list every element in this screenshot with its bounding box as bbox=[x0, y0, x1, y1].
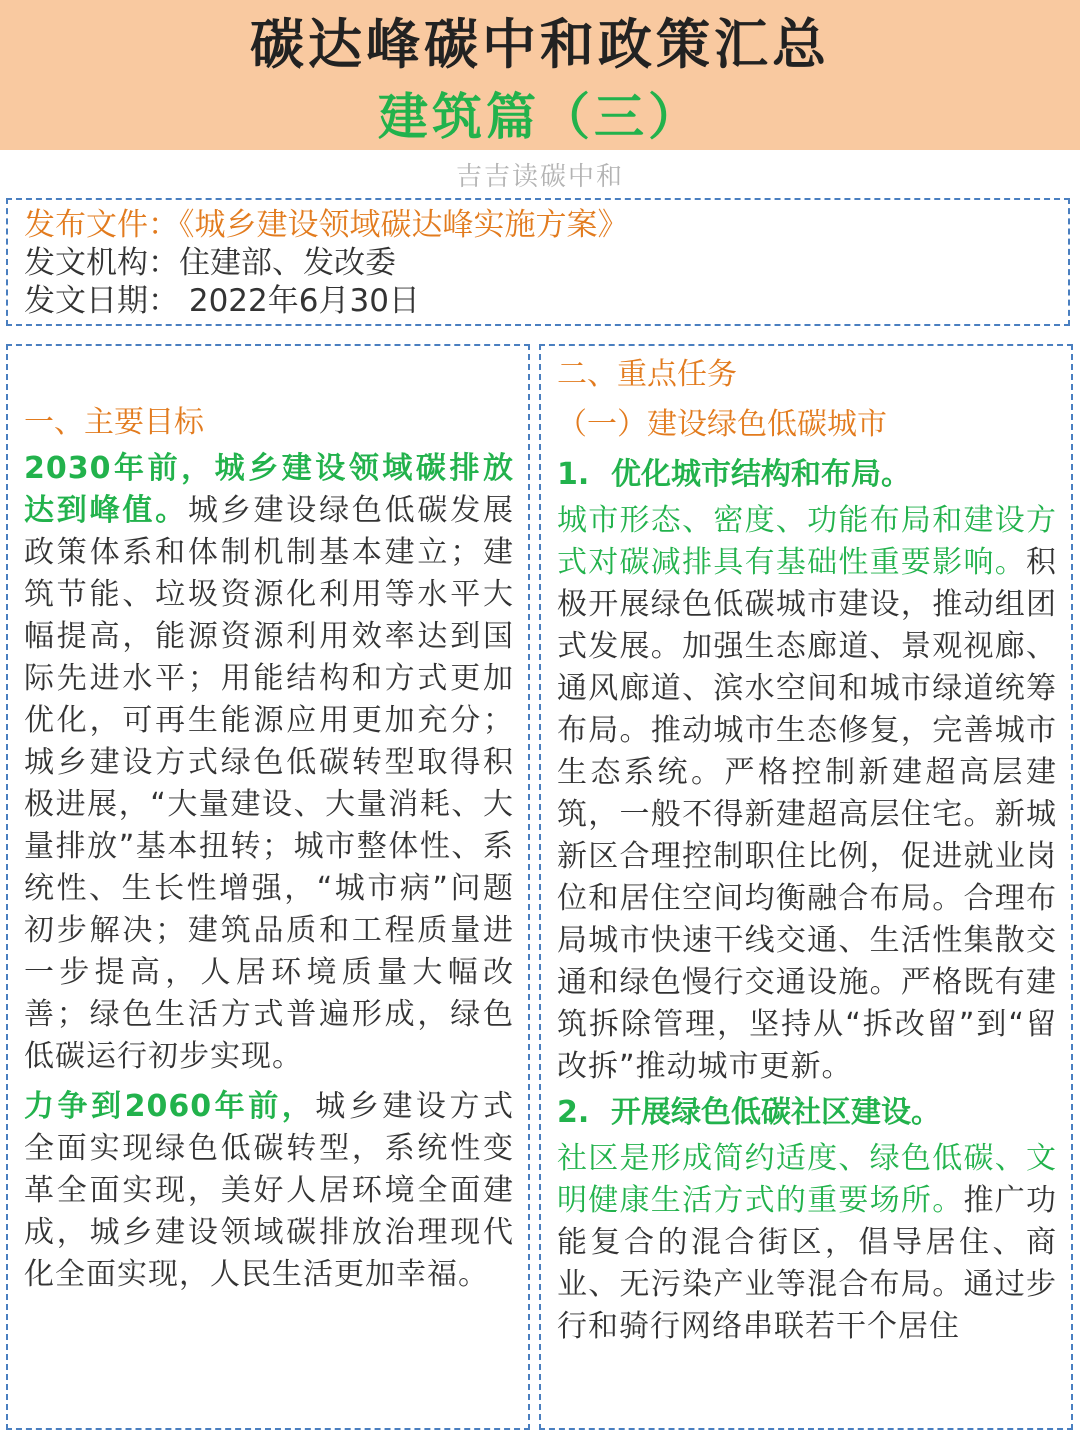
goal-2060-paragraph bbox=[24, 1086, 514, 1296]
document-info-box bbox=[6, 198, 1070, 326]
task-item-1-paragraph bbox=[557, 500, 1057, 1088]
task-item-2-title bbox=[557, 1088, 1057, 1138]
task-item-1-title-text: 优化城市结构和布局。 bbox=[611, 457, 911, 492]
header-banner bbox=[0, 0, 1080, 150]
task-item-2-highlight: 社区是形成简约适度、绿色低碳、文明健康生活方式的重要场所。 bbox=[557, 1141, 1057, 1218]
goal-2030-text: 城乡建设绿色低碳发展政策体系和体制机制基本建立；建筑节能、垃圾资源化利用等水平大幅提高，能源资源利用效率达到国际先进水平；用能结构和方式更加优化，可再生能源应用更加充分；城乡建设方式绿色低碳转型取得积极进展，“大量建设、大量消耗、大量排放”基本扭转；城市整体性、系统性、生长性增强，“城市病”问题初步解决；建筑品质和工程质量进一步提高，人居环境质量大幅改善；绿色生活方式普遍形成，绿色低碳运行初步实现。 bbox=[24, 493, 515, 1074]
task-item-1-title bbox=[557, 450, 1057, 500]
page-title: 碳达峰碳中和政策汇总 bbox=[250, 13, 830, 76]
task-item-2-paragraph bbox=[557, 1138, 1057, 1348]
goal-2030-highlight: 2030年前，城乡建设领域碳排放达到峰值。 bbox=[24, 451, 514, 528]
task-item-1-number: 1. bbox=[557, 457, 590, 492]
task-item-2-text: 推广功能复合的混合街区，倡导居住、商业、无污染产业等混合布局。通过步行和骑行网络串联若干个居住 bbox=[557, 1183, 1058, 1344]
author-watermark: 吉吉读碳中和 bbox=[455, 162, 624, 192]
main-goals-heading: 一、主要目标 bbox=[24, 405, 204, 440]
document-date-line: 发文日期： 2022年6月30日 bbox=[24, 283, 420, 319]
key-tasks-column bbox=[539, 344, 1073, 1430]
goal-2060-text: 城乡建设方式全面实现绿色低碳转型，系统性变革全面实现，美好人居环境全面建成，城乡建设领域碳排放治理现代化全面实现，人民生活更加幸福。 bbox=[24, 1089, 515, 1292]
task-item-2-title-text: 开展绿色低碳社区建设。 bbox=[611, 1095, 941, 1130]
task-item-1-text: 积极开展绿色低碳城市建设，推动组团式发展。加强生态廊道、景观视廊、通风廊道、滨水空间和城市绿道统筹布局。推动城市生态修复，完善城市生态系统。严格控制新建超高层建筑，一般不得新建超高层住宅。新城新区合理控制职住比例，促进就业岗位和居住空间均衡融合布局。合理布局城市快速干线交通、生活性集散交通和绿色慢行交通设施。严格既有建筑拆除管理，坚持从“拆改留”到“留改拆”推动城市更新。 bbox=[557, 545, 1057, 1084]
document-file-line: 发布文件：《城乡建设领域碳达峰实施方案》 bbox=[24, 207, 629, 243]
document-agency-line: 发文机构：住建部、发改委 bbox=[24, 245, 396, 281]
key-tasks-heading: 二、重点任务 bbox=[557, 357, 737, 392]
page-subtitle: 建筑篇（三） bbox=[378, 88, 702, 146]
task-item-2-number: 2. bbox=[557, 1095, 590, 1130]
goal-2030-paragraph bbox=[24, 448, 514, 1078]
green-city-subheading: （一）建设绿色低碳城市 bbox=[557, 407, 887, 442]
main-goals-column bbox=[6, 344, 530, 1430]
task-item-1-highlight: 城市形态、密度、功能布局和建设方式对碳减排具有基础性重要影响。 bbox=[557, 503, 1057, 580]
goal-2060-highlight: 力争到2060年前， bbox=[24, 1089, 316, 1124]
